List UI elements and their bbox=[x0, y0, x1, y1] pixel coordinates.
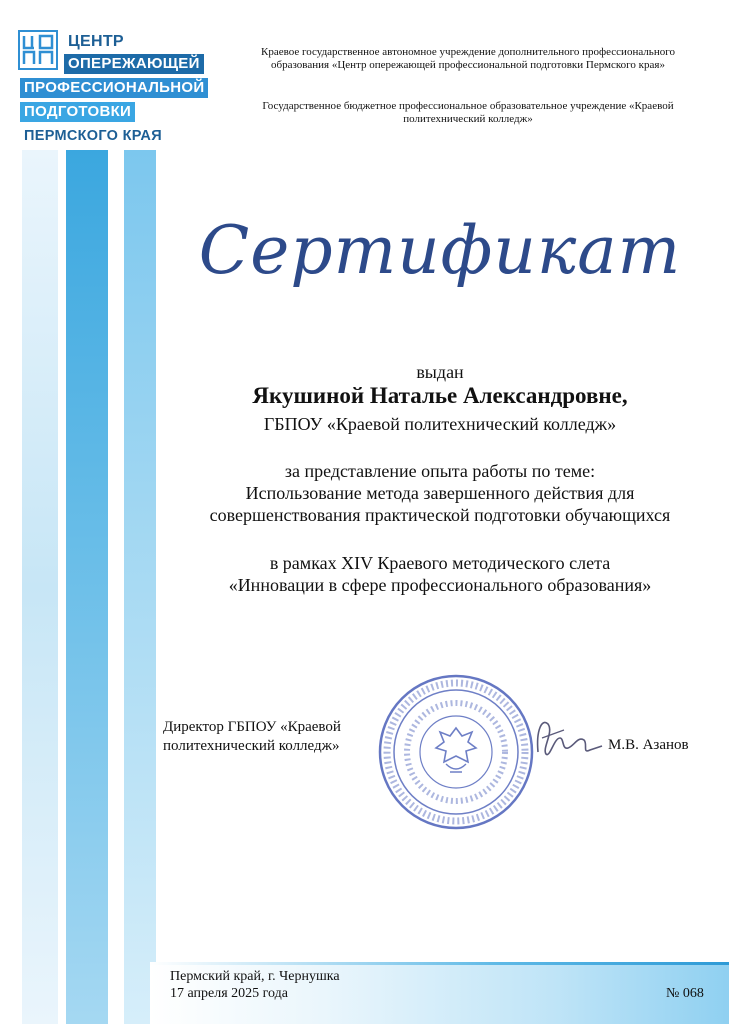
logo-line-1: ЦЕНТР bbox=[68, 33, 124, 50]
footer-place: Пермский край, г. Чернушка bbox=[170, 969, 340, 984]
footer-band-line bbox=[150, 962, 729, 965]
official-stamp-icon bbox=[376, 672, 536, 832]
decor-stripe-middle bbox=[66, 150, 108, 1024]
issued-label: выдан bbox=[416, 362, 464, 382]
director-position bbox=[163, 718, 341, 756]
logo-line-5: ПЕРМСКОГО КРАЯ bbox=[24, 128, 162, 144]
topic-intro: за представление опыта работы по теме: bbox=[284, 461, 596, 481]
logo-line-2: ОПЕРЕЖАЮЩЕЙ bbox=[64, 54, 204, 74]
event-line-1: в рамках XIV Краевого методического слета bbox=[269, 553, 611, 573]
director-position-line-1: Директор ГБПОУ «Краевой bbox=[163, 719, 341, 735]
signature-icon bbox=[528, 708, 608, 768]
copp-logo-mark-icon bbox=[18, 30, 58, 70]
footer-date: 17 апреля 2025 года bbox=[170, 986, 288, 1001]
footer-place-date bbox=[170, 968, 340, 1002]
logo-line-3: ПРОФЕССИОНАЛЬНОЙ bbox=[20, 78, 208, 98]
director-position-line-2: политехнический колледж» bbox=[163, 738, 340, 754]
logo-line-4: ПОДГОТОВКИ bbox=[20, 102, 135, 122]
certificate-number: № 068 bbox=[666, 986, 704, 1001]
recipient-name: Якушиной Наталье Александровне, bbox=[252, 383, 628, 408]
event-line-2: «Инновации в сфере профессионального образования» bbox=[228, 575, 652, 595]
topic-line-1: Использование метода завершенного действия для bbox=[245, 483, 635, 503]
certificate-title: Сертификат bbox=[198, 212, 682, 289]
recipient-organization: ГБПОУ «Краевой политехнический колледж» bbox=[263, 414, 617, 434]
decor-stripe-left bbox=[22, 150, 58, 1024]
organization-college: Государственное бюджетное профессиональное образовательное учреждение «Краевой политехнический колледж» bbox=[262, 100, 674, 125]
director-name: М.В. Азанов bbox=[608, 737, 689, 753]
topic-line-2: совершенствования практической подготовки обучающихся bbox=[209, 505, 671, 525]
organization-copp: Краевое государственное автономное учреждение дополнительного профессионального образования «Центр опережающей профессиональной подготовки Пермского края» bbox=[261, 46, 675, 71]
